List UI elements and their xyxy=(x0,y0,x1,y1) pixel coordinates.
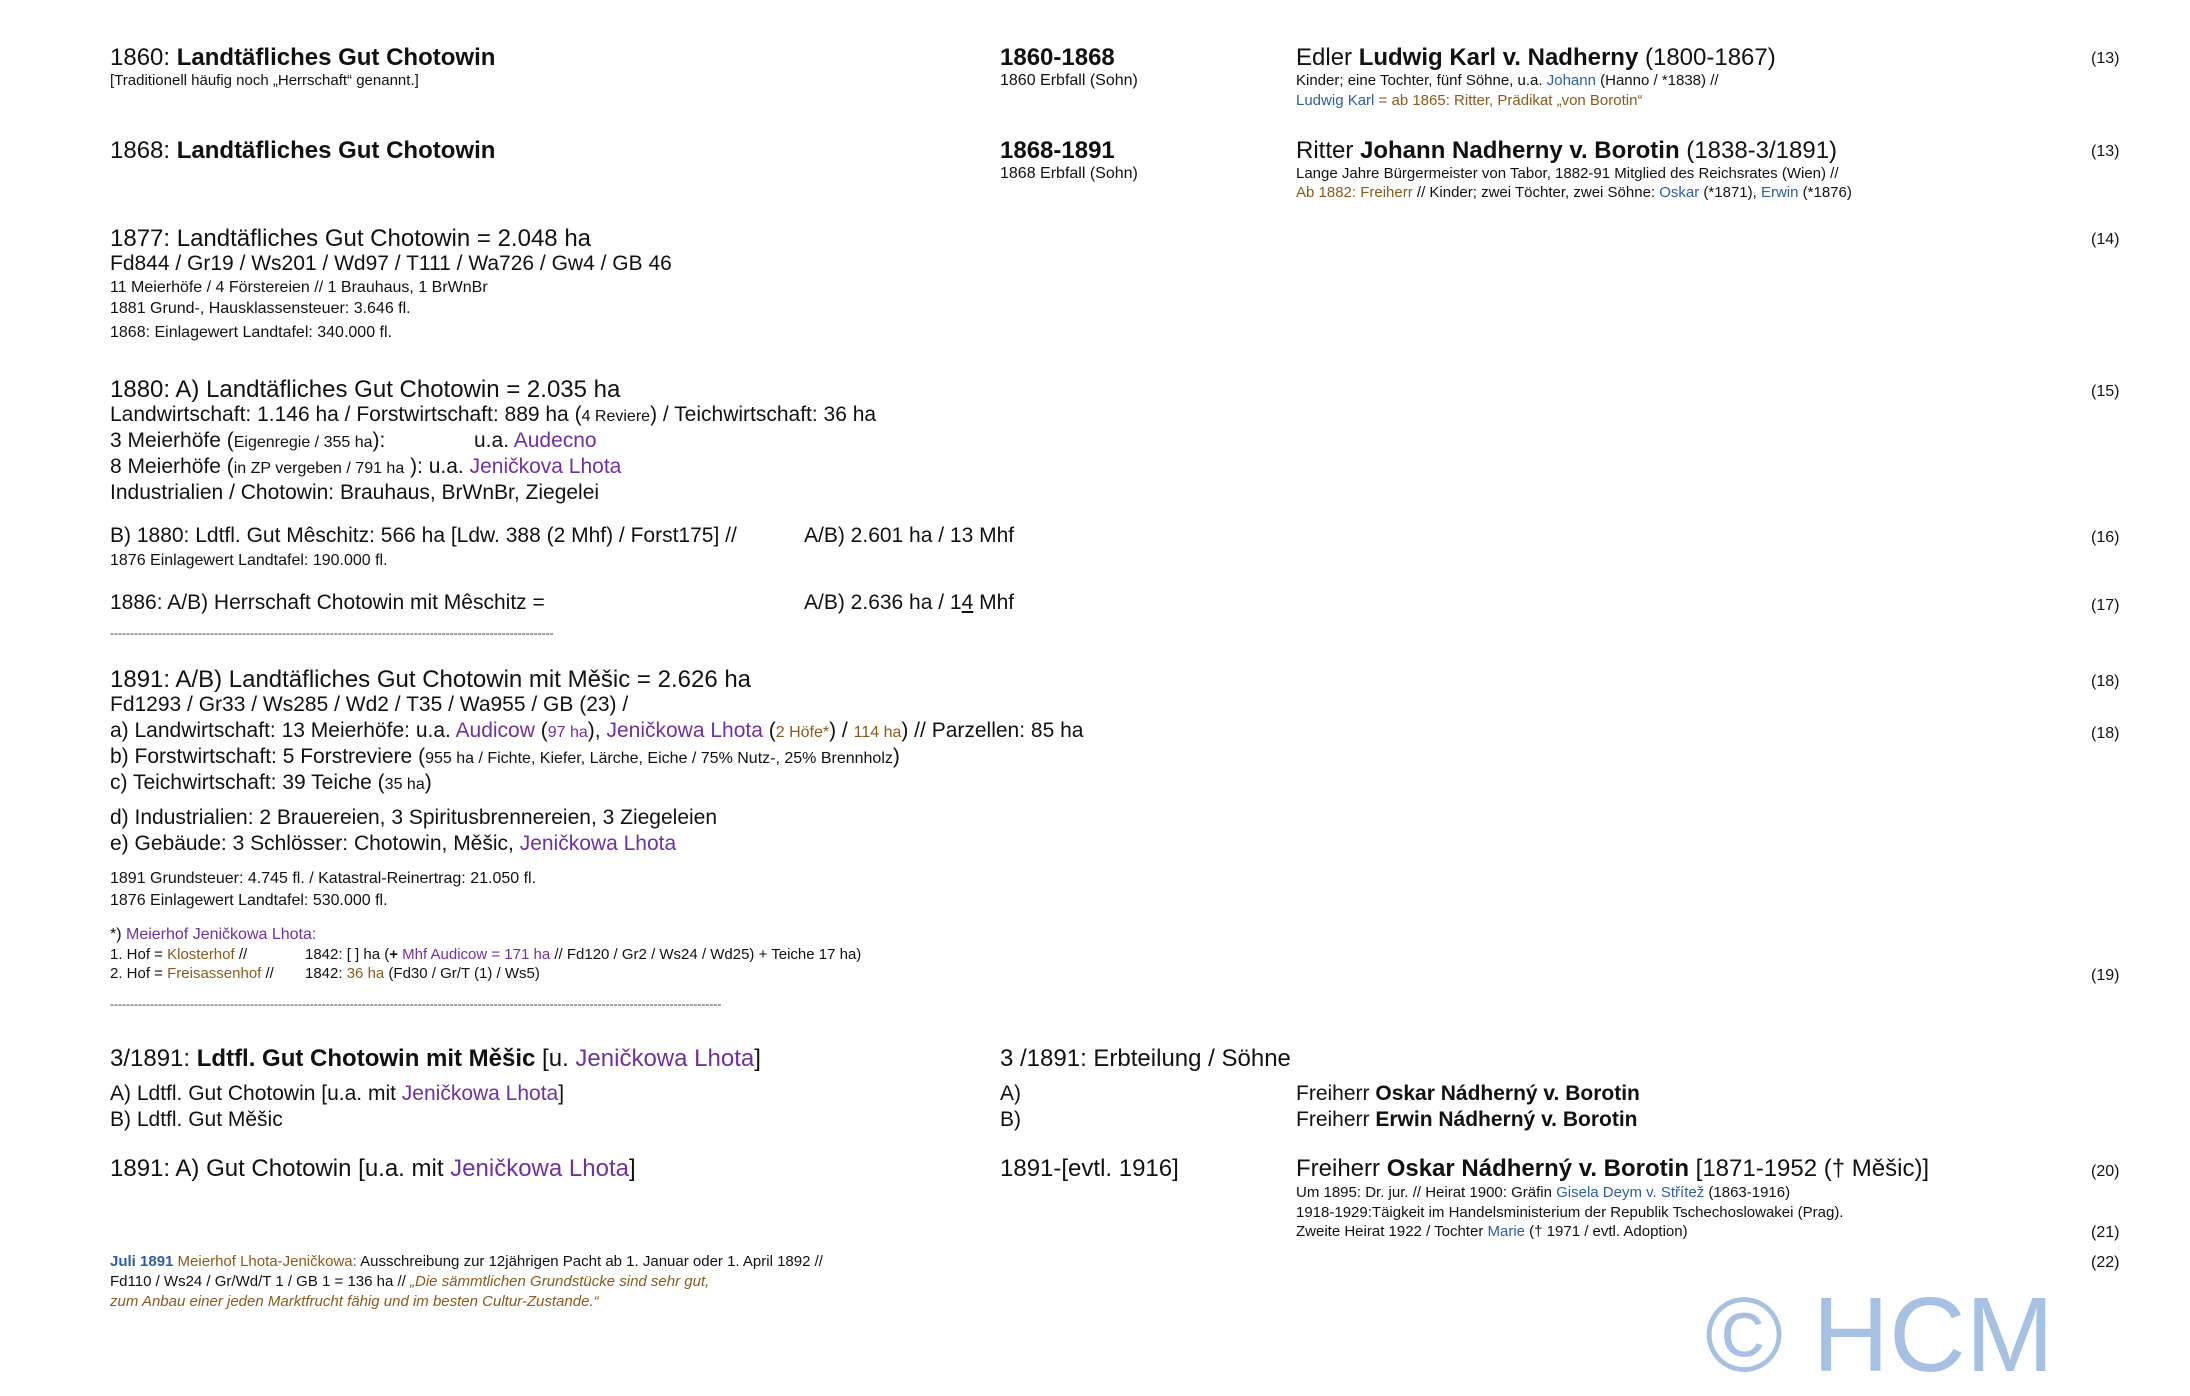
entry-1868-period: 1868-1891 xyxy=(1000,137,1115,164)
pacht-note-line: Juli 1891 Meierhof Lhota-Jeničkowa: Ausschreibung zur 12jährigen Pacht ab 1. Januar oder 1. April 1892 // xyxy=(110,1253,823,1270)
entry-3-1891-heading: 3/1891: Ldtfl. Gut Chotowin mit Měšic [u. Jeničkowa Lhota] xyxy=(110,1045,761,1072)
entry-1891-parcels: Fd1293 / Gr33 / Ws285 / Wd2 / T35 / Wa955 / GB (23) / xyxy=(110,693,629,716)
meierhof-note-line: 1842: 36 ha (Fd30 / Gr/T (1) / Ws5) xyxy=(305,965,540,982)
entry-1880-line: Industrialien / Chotowin: Brauhaus, BrWnBr, Ziegelei xyxy=(110,481,600,504)
entry-1891-line: 1876 Einlagewert Landtafel: 530.000 fl. xyxy=(110,892,388,909)
entry-1868-owner-note-1: Lange Jahre Bürgermeister von Tabor, 1882-91 Mitglied des Reichsrates (Wien) // xyxy=(1296,165,1839,182)
entry-1868-owner-note-2: Ab 1882: Freiherr // Kinder; zwei Töchter, zwei Söhne: Oskar (*1871), Erwin (*1876) xyxy=(1296,184,1852,201)
separator: --------------------------------------------------------------------------------------------------------------------------------------------------------- xyxy=(110,997,722,1011)
entry-1868-period-note: 1868 Erbfall (Sohn) xyxy=(1000,165,1138,182)
entry-1880-line: u.a. Audecno xyxy=(474,429,597,452)
entry-1860-owner-note-1: Kinder; eine Tochter, fünf Söhne, u.a. Johann (Hanno / *1838) // xyxy=(1296,72,1719,89)
erbteilung-owner: Freiherr Oskar Nádherný v. Borotin xyxy=(1296,1082,1640,1105)
copyright-watermark: © HCM xyxy=(1705,1276,2054,1394)
entry-1860-heading: 1860: Landtäfliches Gut Chotowin xyxy=(110,44,496,71)
entry-1891-line: c) Teichwirtschaft: 39 Teiche (35 ha) xyxy=(110,771,432,794)
entry-1891-line: b) Forstwirtschaft: 5 Forstreviere (955 ha / Fichte, Kiefer, Lärche, Eiche / 75% Nutz-, 25% Brennholz) xyxy=(110,745,900,768)
meierhof-note-line: 1. Hof = Klosterhof // xyxy=(110,946,248,963)
erbteilung-label: B) xyxy=(1000,1108,1021,1131)
meierhof-note-line: 1842: [ ] ha (+ Mhf Audicow = 171 ha // Fd120 / Gr2 / Ws24 / Wd25) + Teiche 17 ha) xyxy=(305,946,862,963)
entry-1886-total: A/B) 2.636 ha / 14 Mhf xyxy=(804,591,1015,614)
entry-1886-line: 1886: A/B) Herrschaft Chotowin mit Mêschitz = xyxy=(110,591,545,614)
meierhof-note-line: 2. Hof = Freisassenhof // xyxy=(110,965,274,982)
footnote-ref: (15) xyxy=(2091,383,2120,400)
entry-3-1891-line: B) Ldtfl. Gut Měšic xyxy=(110,1108,283,1131)
entry-1891a-note: Um 1895: Dr. jur. // Heirat 1900: Gräfin Gisela Deym v. Střítež (1863-1916) xyxy=(1296,1184,1791,1201)
entry-1880-line: 8 Meierhöfe (in ZP vergeben / 791 ha ): u.a. Jeničkova Lhota xyxy=(110,455,622,478)
erbteilung-label: A) xyxy=(1000,1082,1021,1105)
entry-1880-line: 3 Meierhöfe (Eigenregie / 355 ha): xyxy=(110,429,386,452)
entry-1860-owner: Edler Ludwig Karl v. Nadherny (1800-1867) xyxy=(1296,44,1776,71)
entry-1880b-line: 1876 Einlagewert Landtafel: 190.000 fl. xyxy=(110,552,388,569)
entry-1880-line: Landwirtschaft: 1.146 ha / Forstwirtschaft: 889 ha (4 Reviere) / Teichwirtschaft: 36 ha xyxy=(110,403,877,426)
entry-1860-note: [Traditionell häufig noch „Herrschaft“ genannt.] xyxy=(110,72,419,89)
entry-1868-owner: Ritter Johann Nadherny v. Borotin (1838-3/1891) xyxy=(1296,137,1838,164)
footnote-ref: (16) xyxy=(2091,529,2120,546)
footnote-ref: (18) xyxy=(2091,673,2120,690)
entry-1880b-line: B) 1880: Ldtfl. Gut Mêschitz: 566 ha [Ldw. 388 (2 Mhf) / Forst175] // xyxy=(110,524,737,547)
entry-1891a-note: Zweite Heirat 1922 / Tochter Marie († 1971 / evtl. Adoption) xyxy=(1296,1223,1688,1240)
footnote-ref: (22) xyxy=(2091,1254,2120,1271)
entry-1891-line: 1891 Grundsteuer: 4.745 fl. / Katastral-Reinertrag: 21.050 fl. xyxy=(110,870,537,887)
entry-3-1891-line: A) Ldtfl. Gut Chotowin [u.a. mit Jeničkowa Lhota] xyxy=(110,1082,565,1105)
entry-1868-heading: 1868: Landtäfliches Gut Chotowin xyxy=(110,137,496,164)
pacht-note-line: zum Anbau einer jeden Marktfrucht fähig und im besten Cultur-Zustande.“ xyxy=(110,1293,599,1310)
footnote-ref: (14) xyxy=(2091,231,2120,248)
footnote-ref: (21) xyxy=(2091,1224,2120,1241)
entry-1891-line: d) Industrialien: 2 Brauereien, 3 Spiritusbrennereien, 3 Ziegeleien xyxy=(110,806,718,829)
entry-1891-line: a) Landwirtschaft: 13 Meierhöfe: u.a. Audicow (97 ha), Jeničkowa Lhota (2 Höfe*) / 114 ha) // Parzellen: 85 ha xyxy=(110,719,1084,742)
entry-1877-line: 1868: Einlagewert Landtafel: 340.000 fl. xyxy=(110,324,392,341)
entry-1860-owner-note-2: Ludwig Karl = ab 1865: Ritter, Prädikat „von Borotin“ xyxy=(1296,92,1643,109)
entry-1877-parcels: Fd844 / Gr19 / Ws201 / Wd97 / T111 / Wa726 / Gw4 / GB 46 xyxy=(110,252,672,275)
footnote-ref: (13) xyxy=(2091,50,2120,67)
entry-1877-line: 11 Meierhöfe / 4 Förstereien // 1 Brauhaus, 1 BrWnBr xyxy=(110,279,488,296)
entry-1880b-total: A/B) 2.601 ha / 13 Mhf xyxy=(804,524,1015,547)
footnote-ref: (13) xyxy=(2091,143,2120,160)
entry-1877-heading: 1877: Landtäfliches Gut Chotowin = 2.048 ha xyxy=(110,225,592,252)
entry-1880-heading: 1880: A) Landtäfliches Gut Chotowin = 2.035 ha xyxy=(110,376,621,403)
pacht-note-line: Fd110 / Ws24 / Gr/Wd/T 1 / GB 1 = 136 ha // „Die sämmtlichen Grundstücke sind sehr gut, xyxy=(110,1273,710,1290)
entry-1877-line: 1881 Grund-, Hausklassensteuer: 3.646 fl. xyxy=(110,300,411,317)
entry-1891-heading: 1891: A/B) Landtäfliches Gut Chotowin mit Měšic = 2.626 ha xyxy=(110,666,752,693)
entry-1860-period-note: 1860 Erbfall (Sohn) xyxy=(1000,72,1138,89)
erbteilung-owner: Freiherr Erwin Nádherný v. Borotin xyxy=(1296,1108,1638,1131)
meierhof-note-title: *) Meierhof Jeničkowa Lhota: xyxy=(110,926,317,943)
entry-1891-line: e) Gebäude: 3 Schlösser: Chotowin, Měšic, Jeničkowa Lhota xyxy=(110,832,677,855)
footnote-ref: (20) xyxy=(2091,1163,2120,1180)
erbteilung-heading: 3 /1891: Erbteilung / Söhne xyxy=(1000,1045,1291,1072)
entry-1891a-note: 1918-1929:Täigkeit im Handelsministerium der Republik Tschechoslowakei (Prag). xyxy=(1296,1204,1844,1221)
entry-1891a-owner: Freiherr Oskar Nádherný v. Borotin [1871-1952 († Měšic)] xyxy=(1296,1155,1930,1182)
entry-1860-period: 1860-1868 xyxy=(1000,44,1115,71)
entry-1891a-heading: 1891: A) Gut Chotowin [u.a. mit Jeničkowa Lhota] xyxy=(110,1155,636,1182)
footnote-ref: (18) xyxy=(2091,725,2120,742)
footnote-ref: (19) xyxy=(2091,967,2120,984)
separator: --------------------------------------------------------------------------------------------------------------- xyxy=(110,626,554,640)
footnote-ref: (17) xyxy=(2091,597,2120,614)
entry-1891a-period: 1891-[evtl. 1916] xyxy=(1000,1155,1179,1182)
